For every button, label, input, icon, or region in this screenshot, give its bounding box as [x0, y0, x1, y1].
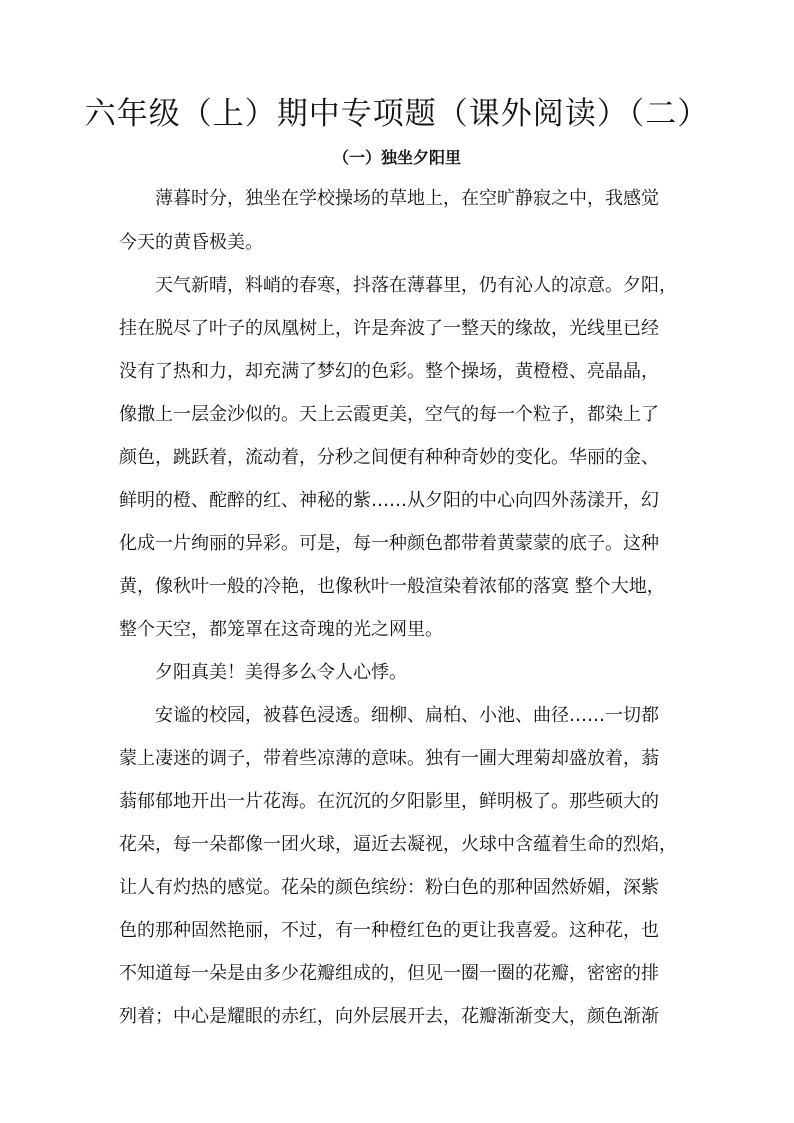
text-line: 安谧的校园，被暮色浸透。细柳、扁柏、小池、曲径……一切都	[155, 705, 659, 726]
text-line: 夕阳真美！美得多么令人心悸。	[155, 662, 407, 683]
text-line: 整个天空，都笼罩在这奇瑰的光之网里。	[119, 619, 443, 640]
document-title: 六年级（上）期中专项题（课外阅读）（二）	[84, 96, 710, 132]
text-line: 黄，像秋叶一般的冷艳，也像秋叶一般渲染着浓郁的落寞 整个大地，	[119, 576, 665, 597]
text-line: 花朵，每一朵都像一团火球，逼近去凝视，火球中含蕴着生命的烈焰，	[119, 834, 677, 855]
text-line: 天气新晴，料峭的春寒，抖落在薄暮里，仍有沁人的凉意。夕阳，	[155, 275, 677, 296]
text-line: 化成一片绚丽的异彩。可是，每一种颜色都带着黄蒙蒙的底子。这种	[119, 533, 659, 554]
text-line: 挂在脱尽了叶子的凤凰树上，许是奔波了一整天的缘故，光线里已经	[119, 318, 659, 339]
text-line: 没有了热和力，却充满了梦幻的色彩。整个操场，黄橙橙、亮晶晶，	[119, 361, 659, 382]
section-title: （一）独坐夕阳里	[332, 148, 461, 167]
text-line: 今天的黄昏极美。	[119, 232, 263, 253]
text-line: 颜色，跳跃着，流动着，分秒之间便有种种奇妙的变化。华丽的金、	[119, 447, 659, 468]
text-line: 像撒上一层金沙似的。天上云霞更美，空气的每一个粒子，都染上了	[119, 404, 659, 425]
text-line: 色的那种固然艳丽，不过，有一种橙红色的更让我喜爱。这种花，也	[119, 920, 659, 941]
text-line: 薄暮时分，独坐在学校操场的草地上，在空旷静寂之中，我感觉	[155, 188, 659, 209]
text-line: 列着；中心是耀眼的赤红，向外层展开去，花瓣渐渐变大，颜色渐渐	[119, 1006, 659, 1027]
text-line: 蒙上凄迷的调子，带着些凉薄的意味。独有一圃大理菊却盛放着，蓊	[119, 748, 659, 769]
text-line: 不知道每一朵是由多少花瓣组成的，但见一圈一圈的花瓣，密密的排	[119, 963, 659, 984]
text-line: 鲜明的橙、酡醉的红、神秘的紫……从夕阳的中心向四外荡漾开，幻	[119, 490, 659, 511]
text-line: 蓊郁郁地开出一片花海。在沉沉的夕阳影里，鲜明极了。那些硕大的	[119, 791, 659, 812]
text-line: 让人有灼热的感觉。花朵的颜色缤纷：粉白色的那种固然娇媚，深紫	[119, 877, 659, 898]
